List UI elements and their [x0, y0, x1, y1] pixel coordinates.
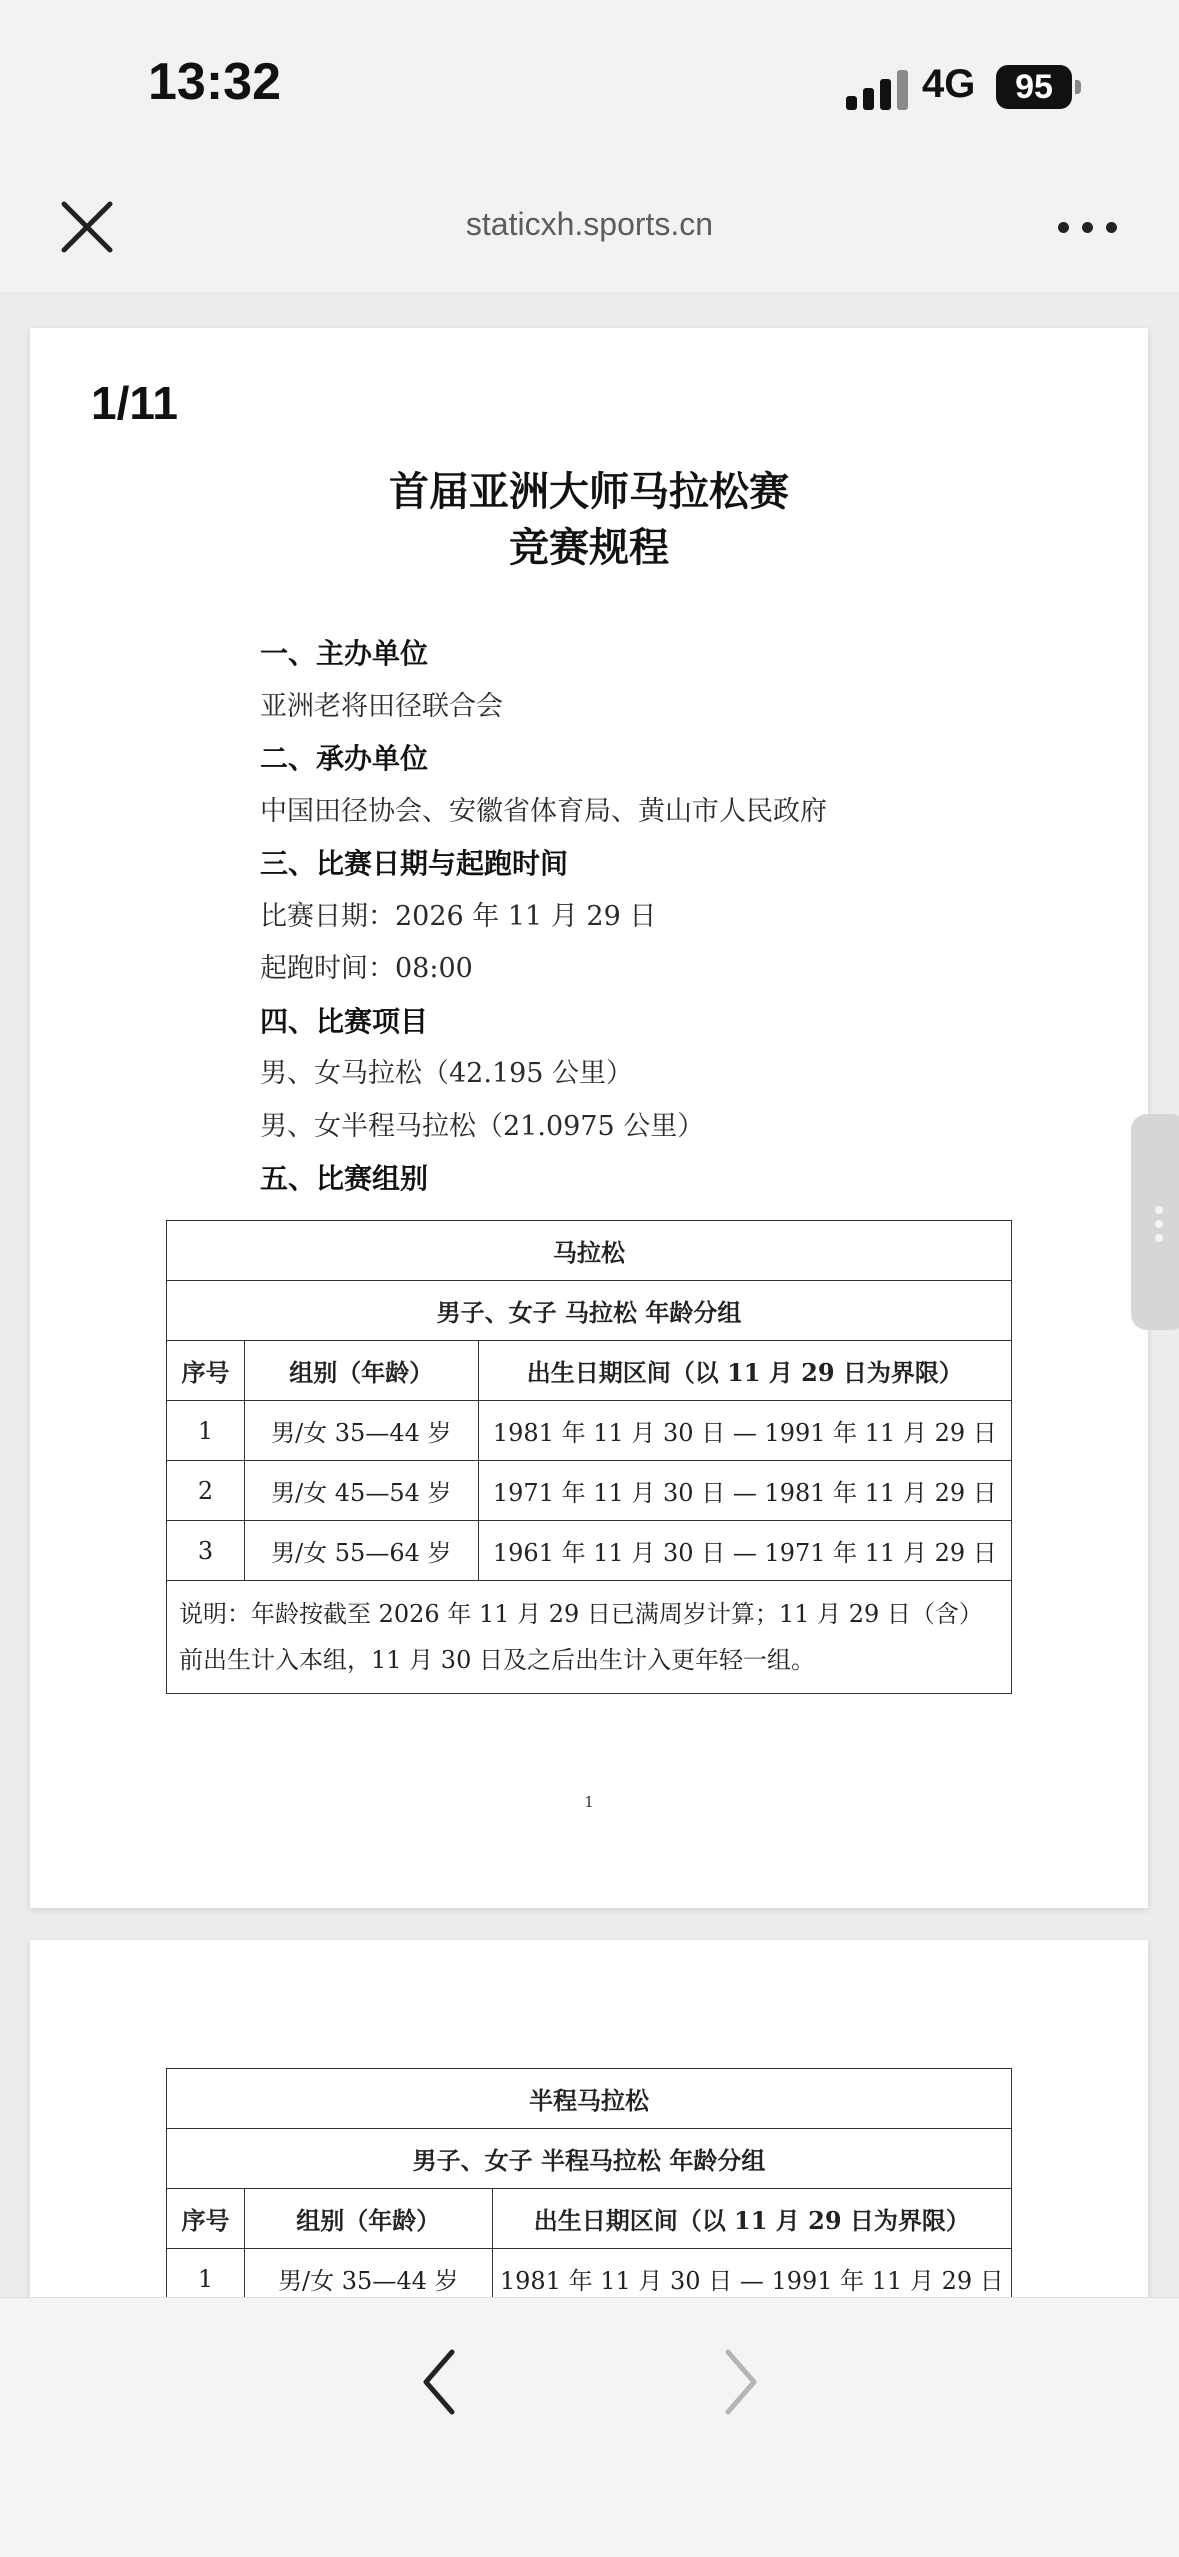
- pdf-viewer[interactable]: [0, 292, 1179, 2297]
- more-options-button[interactable]: [1058, 198, 1130, 254]
- forward-button[interactable]: [710, 2342, 770, 2422]
- table-header-row: [167, 2189, 1012, 2249]
- section-text: 男、女马拉松（42.195 公里）: [260, 1058, 634, 1089]
- document-subtitle: 竞赛规程: [509, 524, 669, 571]
- document-title: 首届亚洲大师马拉松赛: [389, 468, 789, 515]
- chevron-right-icon: [710, 2342, 770, 2422]
- dot: [1106, 222, 1117, 233]
- table-subtitle: 男子、女子 马拉松 年龄分组: [167, 1281, 1012, 1341]
- section-text: 起跑时间：08:00: [260, 953, 473, 984]
- column-header: 组别（年龄）: [244, 2189, 492, 2249]
- section-heading: 五、比赛组别: [260, 1162, 429, 1195]
- table-cell: 男/女 35—44 岁: [244, 1401, 478, 1461]
- section-text: 男、女半程马拉松（21.0975 公里）: [260, 1110, 705, 1142]
- table-header-row: [167, 1341, 1012, 1401]
- table-row: [167, 1461, 1012, 1521]
- section-heading: 二、承办单位: [260, 742, 429, 775]
- url-label[interactable]: staticxh.sports.cn: [465, 206, 714, 242]
- dot: [1155, 1220, 1163, 1228]
- scroll-handle[interactable]: [1131, 1114, 1179, 1330]
- section-text: 比赛日期：2026 年 11 月 29 日: [260, 900, 657, 932]
- browser-nav-bar: [0, 160, 1179, 293]
- section-text: 中国田径协会、安徽省体育局、黄山市人民政府: [260, 795, 827, 827]
- battery-tip: [1075, 80, 1081, 94]
- table-cell: 1: [167, 1401, 245, 1461]
- dot: [1082, 222, 1093, 233]
- table-cell: 男/女 55—64 岁: [244, 1521, 478, 1581]
- dot: [1155, 1234, 1163, 1242]
- network-type: 4G: [922, 62, 976, 106]
- marathon-age-group-table: [166, 1220, 1012, 1694]
- dot: [1155, 1206, 1163, 1214]
- table-row: [167, 1401, 1012, 1461]
- back-button[interactable]: [410, 2342, 470, 2422]
- document-page-2: [30, 1940, 1148, 2297]
- table-cell: 1981 年 11 月 30 日 — 1991 年 11 月 29 日: [478, 1401, 1011, 1461]
- table-cell: 1: [167, 2249, 245, 2298]
- battery-icon: 95: [996, 65, 1072, 109]
- status-time: 13:32: [148, 53, 281, 111]
- table-cell: 1981 年 11 月 30 日 — 1991 年 11 月 29 日: [492, 2249, 1011, 2298]
- column-header: 序号: [167, 1341, 245, 1401]
- status-bar: [0, 0, 1179, 160]
- table-subtitle: 男子、女子 半程马拉松 年龄分组: [167, 2129, 1012, 2189]
- column-header: 出生日期区间（以 11 月 29 日为界限）: [492, 2189, 1011, 2249]
- section-heading: 一、主办单位: [260, 637, 429, 670]
- section-text: 亚洲老将田径联合会: [260, 690, 503, 722]
- section-heading: 三、比赛日期与起跑时间: [260, 847, 569, 880]
- table-cell: 3: [167, 1521, 245, 1581]
- document-page-1: [30, 328, 1148, 1908]
- table-title: 半程马拉松: [167, 2069, 1012, 2129]
- table-note: 说明：年龄按截至 2026 年 11 月 29 日已满周岁计算；11 月 29 日（含）前出生计入本组，11 月 30 日及之后出生计入更年轻一组。: [167, 1581, 1012, 1694]
- table-cell: 男/女 35—44 岁: [244, 2249, 492, 2298]
- dot: [1058, 222, 1069, 233]
- table-cell: 1961 年 11 月 30 日 — 1971 年 11 月 29 日: [478, 1521, 1011, 1581]
- table-cell: 2: [167, 1461, 245, 1521]
- table-cell: 1971 年 11 月 30 日 — 1981 年 11 月 29 日: [478, 1461, 1011, 1521]
- table-title: 马拉松: [167, 1221, 1012, 1281]
- bottom-toolbar: [0, 2297, 1179, 2557]
- signal-strength-icon: [846, 66, 908, 110]
- table-row: [167, 2249, 1012, 2298]
- section-heading: 四、比赛项目: [260, 1004, 429, 1038]
- document-body: [260, 628, 1060, 1206]
- column-header: 组别（年龄）: [244, 1341, 478, 1401]
- column-header: 出生日期区间（以 11 月 29 日为界限）: [478, 1341, 1011, 1401]
- half-marathon-age-group-table: [166, 2068, 1012, 2297]
- column-header: 序号: [167, 2189, 245, 2249]
- page-indicator: 1/11: [91, 377, 178, 429]
- table-row: [167, 1521, 1012, 1581]
- chevron-left-icon: [410, 2342, 470, 2422]
- page-number: 1: [584, 1793, 594, 1811]
- table-cell: 男/女 45—54 岁: [244, 1461, 478, 1521]
